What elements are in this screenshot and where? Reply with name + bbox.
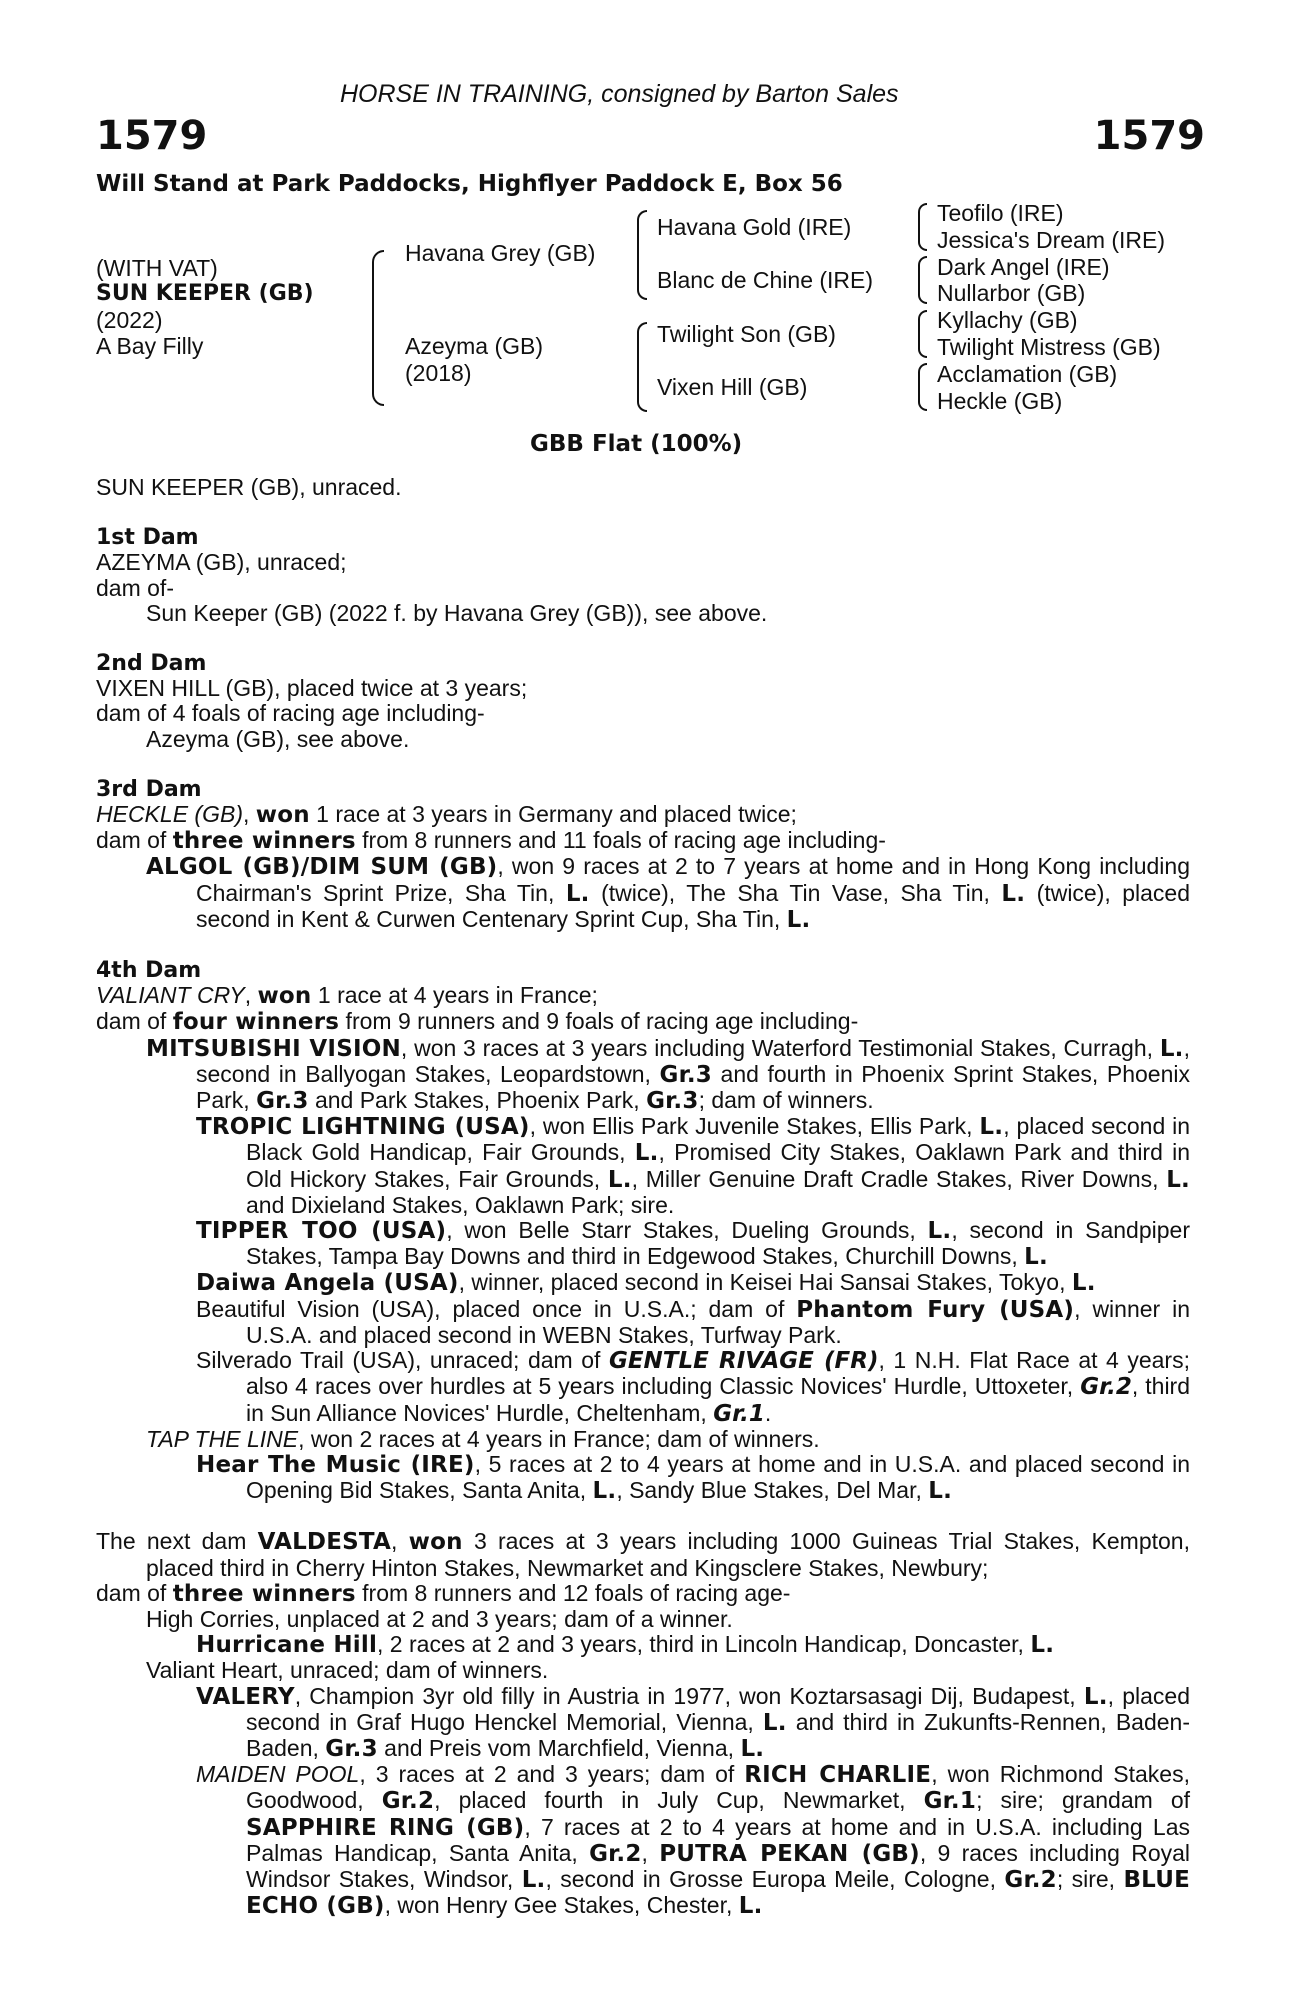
produce-entry [96, 1684, 1190, 1763]
horse-name: SAPPHIRE RING (GB) [246, 1814, 525, 1841]
horse-name: MAIDEN POOL [196, 1761, 360, 1788]
text: , Miller Genuine Draft Cradle Stakes, River Downs, [631, 1165, 1167, 1192]
winners-count: four winners [172, 1009, 340, 1036]
lot-number-left: 1579 [96, 113, 208, 159]
fourth-dam-line [96, 1009, 1190, 1035]
lot-number-right: 1579 [1093, 113, 1205, 159]
text: ; sire, [1056, 1865, 1124, 1892]
listed-mark: L. [592, 1478, 617, 1505]
dam-year: (2018) [405, 360, 472, 386]
ancestor-5: Kyllachy (GB) [937, 307, 1078, 333]
text: and fourth in Phoenix Sprint Stakes, Phoenix Park, [196, 1060, 1191, 1114]
vat-label: (WITH VAT) [96, 255, 218, 281]
dam-name: VALDESTA [257, 1529, 391, 1556]
pedigree-brace [372, 250, 384, 406]
produce-entry [96, 854, 1190, 933]
text: , won 2 races at 4 years in France; dam of winners. [298, 1425, 820, 1452]
second-dam-line: dam of 4 foals of racing age including- [96, 700, 485, 727]
second-dam-line: VIXEN HILL (GB), placed twice at 3 years; [96, 675, 528, 702]
second-dam-heading: 2nd Dam [96, 651, 207, 677]
ancestor-8: Heckle (GB) [937, 388, 1063, 414]
ancestor-4: Nullarbor (GB) [937, 280, 1086, 306]
group-mark: Gr.1 [713, 1400, 765, 1427]
next-dam-line: The next dam VALDESTA, won 3 races at 3 years including 1000 Guineas Trial Stakes, Kempton, placed third in Cherry Hinton Stakes, Newmarket and Kingsclere Stakes, Newbury; [96, 1528, 1190, 1581]
first-dam-section [96, 525, 1190, 626]
listed-mark: L. [740, 1735, 765, 1762]
second-dam-section [96, 651, 1190, 752]
text: The next dam [96, 1528, 258, 1555]
sire-brace [637, 210, 647, 300]
text: , Promised City Stakes, Oaklawn Park and third in Old Hickory Stakes, Fair Grounds, [246, 1139, 1191, 1192]
first-dam-line: dam of- [96, 574, 174, 601]
ancestor-6: Twilight Mistress (GB) [937, 334, 1161, 360]
intro-line: SUN KEEPER (GB), unraced. [96, 474, 402, 500]
listed-mark: L. [521, 1866, 546, 1893]
ancestor-1: Teofilo (IRE) [937, 200, 1064, 226]
listed-mark: L. [1030, 1632, 1055, 1659]
text: ; sire; grandam of [976, 1787, 1191, 1814]
won-label: won [257, 983, 312, 1010]
text: , 7 races at 2 to 4 years at home and in U.S.A. including Las Palmas Handicap, Santa Anita, [246, 1813, 1190, 1866]
horse-description: A Bay Filly [96, 333, 204, 359]
text: and Dixieland Stakes, Oaklawn Park; sire. [246, 1191, 675, 1218]
text: , second in Grosse Europa Meile, Cologne, [545, 1865, 1005, 1892]
group-mark: Gr.3 [646, 1088, 699, 1115]
text: Beautiful Vision (USA), placed once in U.S.A.; dam of [196, 1295, 797, 1322]
produce-entry [96, 1218, 1190, 1270]
text: 1 race at 3 years in Germany and placed twice; [309, 801, 797, 828]
first-dam-produce: Sun Keeper (GB) (2022 f. by Havana Grey (GB)), see above. [146, 599, 768, 626]
produce-entry [96, 1297, 1190, 1348]
group-mark: Gr.3 [659, 1061, 712, 1088]
text: , placed second in Graf Hugo Henckel Memorial, Vienna, [246, 1682, 1190, 1735]
text: , won 9 races at 2 to 7 years at home and in Hong Kong including Chairman's Sprint Prize, Sha Tin, [196, 853, 1190, 906]
horse-name: Phantom Fury (USA) [796, 1296, 1075, 1323]
text: , winner in U.S.A. and placed second in WEBN Stakes, Turfway Park. [246, 1295, 1191, 1348]
text: , won 3 races at 3 years including Waterford Testimonial Stakes, Curragh, [400, 1034, 1160, 1061]
text: dam of [96, 827, 173, 854]
listed-mark: L. [565, 880, 590, 907]
listed-mark: L. [1166, 1166, 1190, 1193]
fourth-dam-line: VALIANT CRY, won 1 race at 4 years in France; [96, 982, 598, 1010]
produce-entry [96, 1452, 1190, 1504]
dam-sire: Twilight Son (GB) [657, 321, 836, 347]
text: and third in Zukunfts-Rennen, Baden-Baden, [246, 1708, 1190, 1761]
catalogue-subtitle: HORSE IN TRAINING, consigned by Barton Sales [340, 80, 899, 108]
text: , 2 races at 2 and 3 years, third in Lincoln Handicap, Doncaster, [377, 1631, 1031, 1658]
won-label: won [408, 1529, 463, 1556]
text: , won Belle Starr Stakes, Dueling Grounds, [446, 1217, 928, 1244]
sire-dam: Blanc de Chine (IRE) [657, 267, 874, 293]
text: , 5 races at 2 to 4 years at home and in U.S.A. and placed second in Opening Bid Stakes, Santa Anita, [246, 1450, 1190, 1504]
type-label: GBB Flat (100%) [530, 431, 743, 457]
sire: Havana Grey (GB) [405, 240, 596, 266]
dam-dam: Vixen Hill (GB) [657, 374, 808, 400]
horse-name: VALERY [196, 1683, 295, 1710]
horse-name: BLUE ECHO (GB) [246, 1866, 1191, 1920]
ancestor-3: Dark Angel (IRE) [937, 254, 1110, 280]
horse-name: SUN KEEPER (GB) [96, 281, 314, 306]
third-dam-heading: 3rd Dam [96, 776, 202, 802]
text: , won Henry Gee Stakes, Chester, [384, 1892, 739, 1919]
text: , 9 races including Royal Windsor Stakes, Windsor, [246, 1839, 1191, 1892]
g-brace-3 [918, 310, 927, 358]
produce-entry [96, 1348, 1190, 1427]
text: , third in Sun Alliance Novices' Hurdle, Cheltenham, [246, 1373, 1190, 1426]
ancestor-7: Acclamation (GB) [937, 361, 1118, 387]
listed-mark: L. [928, 1478, 953, 1505]
text: , second in Ballyogan Stakes, Leopardstown, [196, 1034, 1190, 1087]
horse-name: TIPPER TOO (USA) [196, 1218, 447, 1245]
group-mark: Gr.1 [923, 1788, 977, 1815]
first-dam-heading: 1st Dam [96, 525, 199, 551]
text: from 9 runners and 9 foals of racing age including- [339, 1008, 859, 1035]
listed-mark: L. [1001, 880, 1026, 907]
produce-entry [96, 1270, 1190, 1296]
next-dam-line [96, 1581, 1190, 1607]
produce-entry: Valiant Heart, unraced; dam of winners. [146, 1657, 549, 1684]
group-mark: Gr.3 [256, 1088, 309, 1115]
text: dam of [96, 1008, 173, 1035]
text: from 8 runners and 12 foals of racing age- [355, 1579, 791, 1606]
text: , placed fourth in July Cup, Newmarket, [434, 1787, 924, 1814]
text: , [641, 1839, 660, 1866]
group-mark: Gr.3 [325, 1735, 378, 1762]
text: . [764, 1399, 772, 1426]
text: and Park Stakes, Phoenix Park, [308, 1087, 647, 1114]
text: Silverado Trail (USA), unraced; dam of [196, 1347, 609, 1374]
listed-mark: L. [634, 1140, 659, 1167]
text: , Sandy Blue Stakes, Del Mar, [616, 1477, 929, 1504]
horse-name: MITSUBISHI VISION [146, 1035, 401, 1062]
winners-count: three winners [172, 1580, 356, 1607]
produce-entry: High Corries, unplaced at 2 and 3 years; dam of a winner. [146, 1605, 733, 1632]
text: 1 race at 4 years in France; [311, 982, 598, 1009]
text: 3 races at 3 years including 1000 Guineas Trial Stakes, Kempton, placed third in Cherry Hinton Stakes, Newmarket and Kingsclere Stakes, Newbury; [146, 1528, 1190, 1581]
ancestor-2: Jessica's Dream (IRE) [937, 227, 1166, 253]
third-dam-line: HECKLE (GB), won 1 race at 3 years in Germany and placed twice; [96, 801, 797, 829]
text: , 3 races at 2 and 3 years; dam of [359, 1761, 745, 1788]
horse-name: PUTRA PEKAN (GB) [659, 1840, 920, 1867]
third-dam-section [96, 777, 1190, 933]
next-dam-section [96, 1529, 1190, 1919]
text: (twice), placed second in Kent & Curwen Centenary Sprint Cup, Sha Tin, [196, 879, 1191, 932]
first-dam-line: AZEYMA (GB), unraced; [96, 549, 347, 576]
group-mark: Gr.2 [381, 1788, 435, 1815]
listed-mark: L. [762, 1709, 787, 1736]
horse-name: Hear The Music (IRE) [196, 1451, 475, 1478]
g-brace-2 [918, 256, 927, 304]
second-dam-produce: Azeyma (GB), see above. [146, 725, 410, 752]
sire-sire: Havana Gold (IRE) [657, 214, 852, 240]
dam: Azeyma (GB) [405, 333, 544, 359]
text: , second in Sandpiper Stakes, Tampa Bay Downs and third in Edgewood Stakes, Churchill Downs, [246, 1217, 1190, 1270]
horse-name: Daiwa Angela (USA) [196, 1270, 459, 1297]
listed-mark: L. [1159, 1035, 1184, 1062]
listed-mark: L. [738, 1893, 763, 1920]
text: , won Ellis Park Juvenile Stakes, Ellis Park, [529, 1113, 980, 1140]
text: from 8 runners and 11 foals of racing age including- [355, 827, 886, 854]
produce-entry [96, 1114, 1190, 1218]
dam-name: VALIANT CRY [96, 982, 245, 1009]
g-brace-4 [918, 363, 927, 411]
horse-name: GENTLE RIVAGE (FR) [608, 1348, 879, 1375]
text: , placed second in Black Gold Handicap, Fair Grounds, [246, 1113, 1191, 1166]
listed-mark: L. [786, 906, 811, 933]
dam-name: HECKLE (GB) [96, 801, 243, 828]
g-brace-1 [918, 203, 927, 251]
listed-mark: L. [927, 1218, 952, 1245]
text: , Champion 3yr old filly in Austria in 1977, won Koztarsasagi Dij, Budapest, [294, 1682, 1084, 1709]
horse-year: (2022) [96, 307, 163, 333]
produce-entry [96, 1036, 1190, 1115]
fourth-dam-heading: 4th Dam [96, 958, 202, 984]
text: , 1 N.H. Flat Race at 4 years; also 4 races over hurdles at 5 years including Classic Novices' Hurdle, Uttoxeter, [246, 1347, 1190, 1400]
group-mark: Gr.2 [1004, 1866, 1057, 1893]
horse-name: ALGOL (GB)/DIM SUM (GB) [146, 854, 498, 881]
listed-mark: L. [979, 1114, 1004, 1141]
horse-name: RICH CHARLIE [744, 1762, 932, 1789]
horse-name: TROPIC LIGHTNING (USA) [196, 1114, 530, 1141]
text: and Preis vom Marchfield, Vienna, [377, 1734, 741, 1761]
listed-mark: L. [607, 1166, 632, 1193]
stand-location: Will Stand at Park Paddocks, Highflyer Paddock E, Box 56 [96, 171, 843, 197]
third-dam-line [96, 828, 1190, 854]
text: , winner, placed second in Keisei Hai Sansai Stakes, Tokyo, [458, 1269, 1072, 1296]
fourth-dam-section [96, 958, 1190, 1504]
won-label: won [255, 802, 310, 829]
group-mark: Gr.2 [1080, 1374, 1132, 1401]
listed-mark: L. [1024, 1244, 1048, 1271]
listed-mark: L. [1083, 1683, 1108, 1710]
text: (twice), The Sha Tin Vase, Sha Tin, [589, 879, 1002, 906]
horse-name: TAP THE LINE [146, 1425, 299, 1452]
text: , won Richmond Stakes, Goodwood, [246, 1761, 1190, 1814]
produce-entry [96, 1632, 1190, 1658]
horse-name: Hurricane Hill [196, 1632, 378, 1659]
catalogue-body [96, 475, 1190, 1919]
winners-count: three winners [172, 828, 356, 855]
group-mark: Gr.2 [589, 1840, 642, 1867]
produce-entry [96, 1762, 1190, 1919]
text: ; dam of winners. [698, 1087, 874, 1114]
produce-entry [96, 1427, 1190, 1452]
text: dam of [96, 1579, 173, 1606]
dam-brace [637, 322, 647, 412]
listed-mark: L. [1071, 1270, 1096, 1297]
